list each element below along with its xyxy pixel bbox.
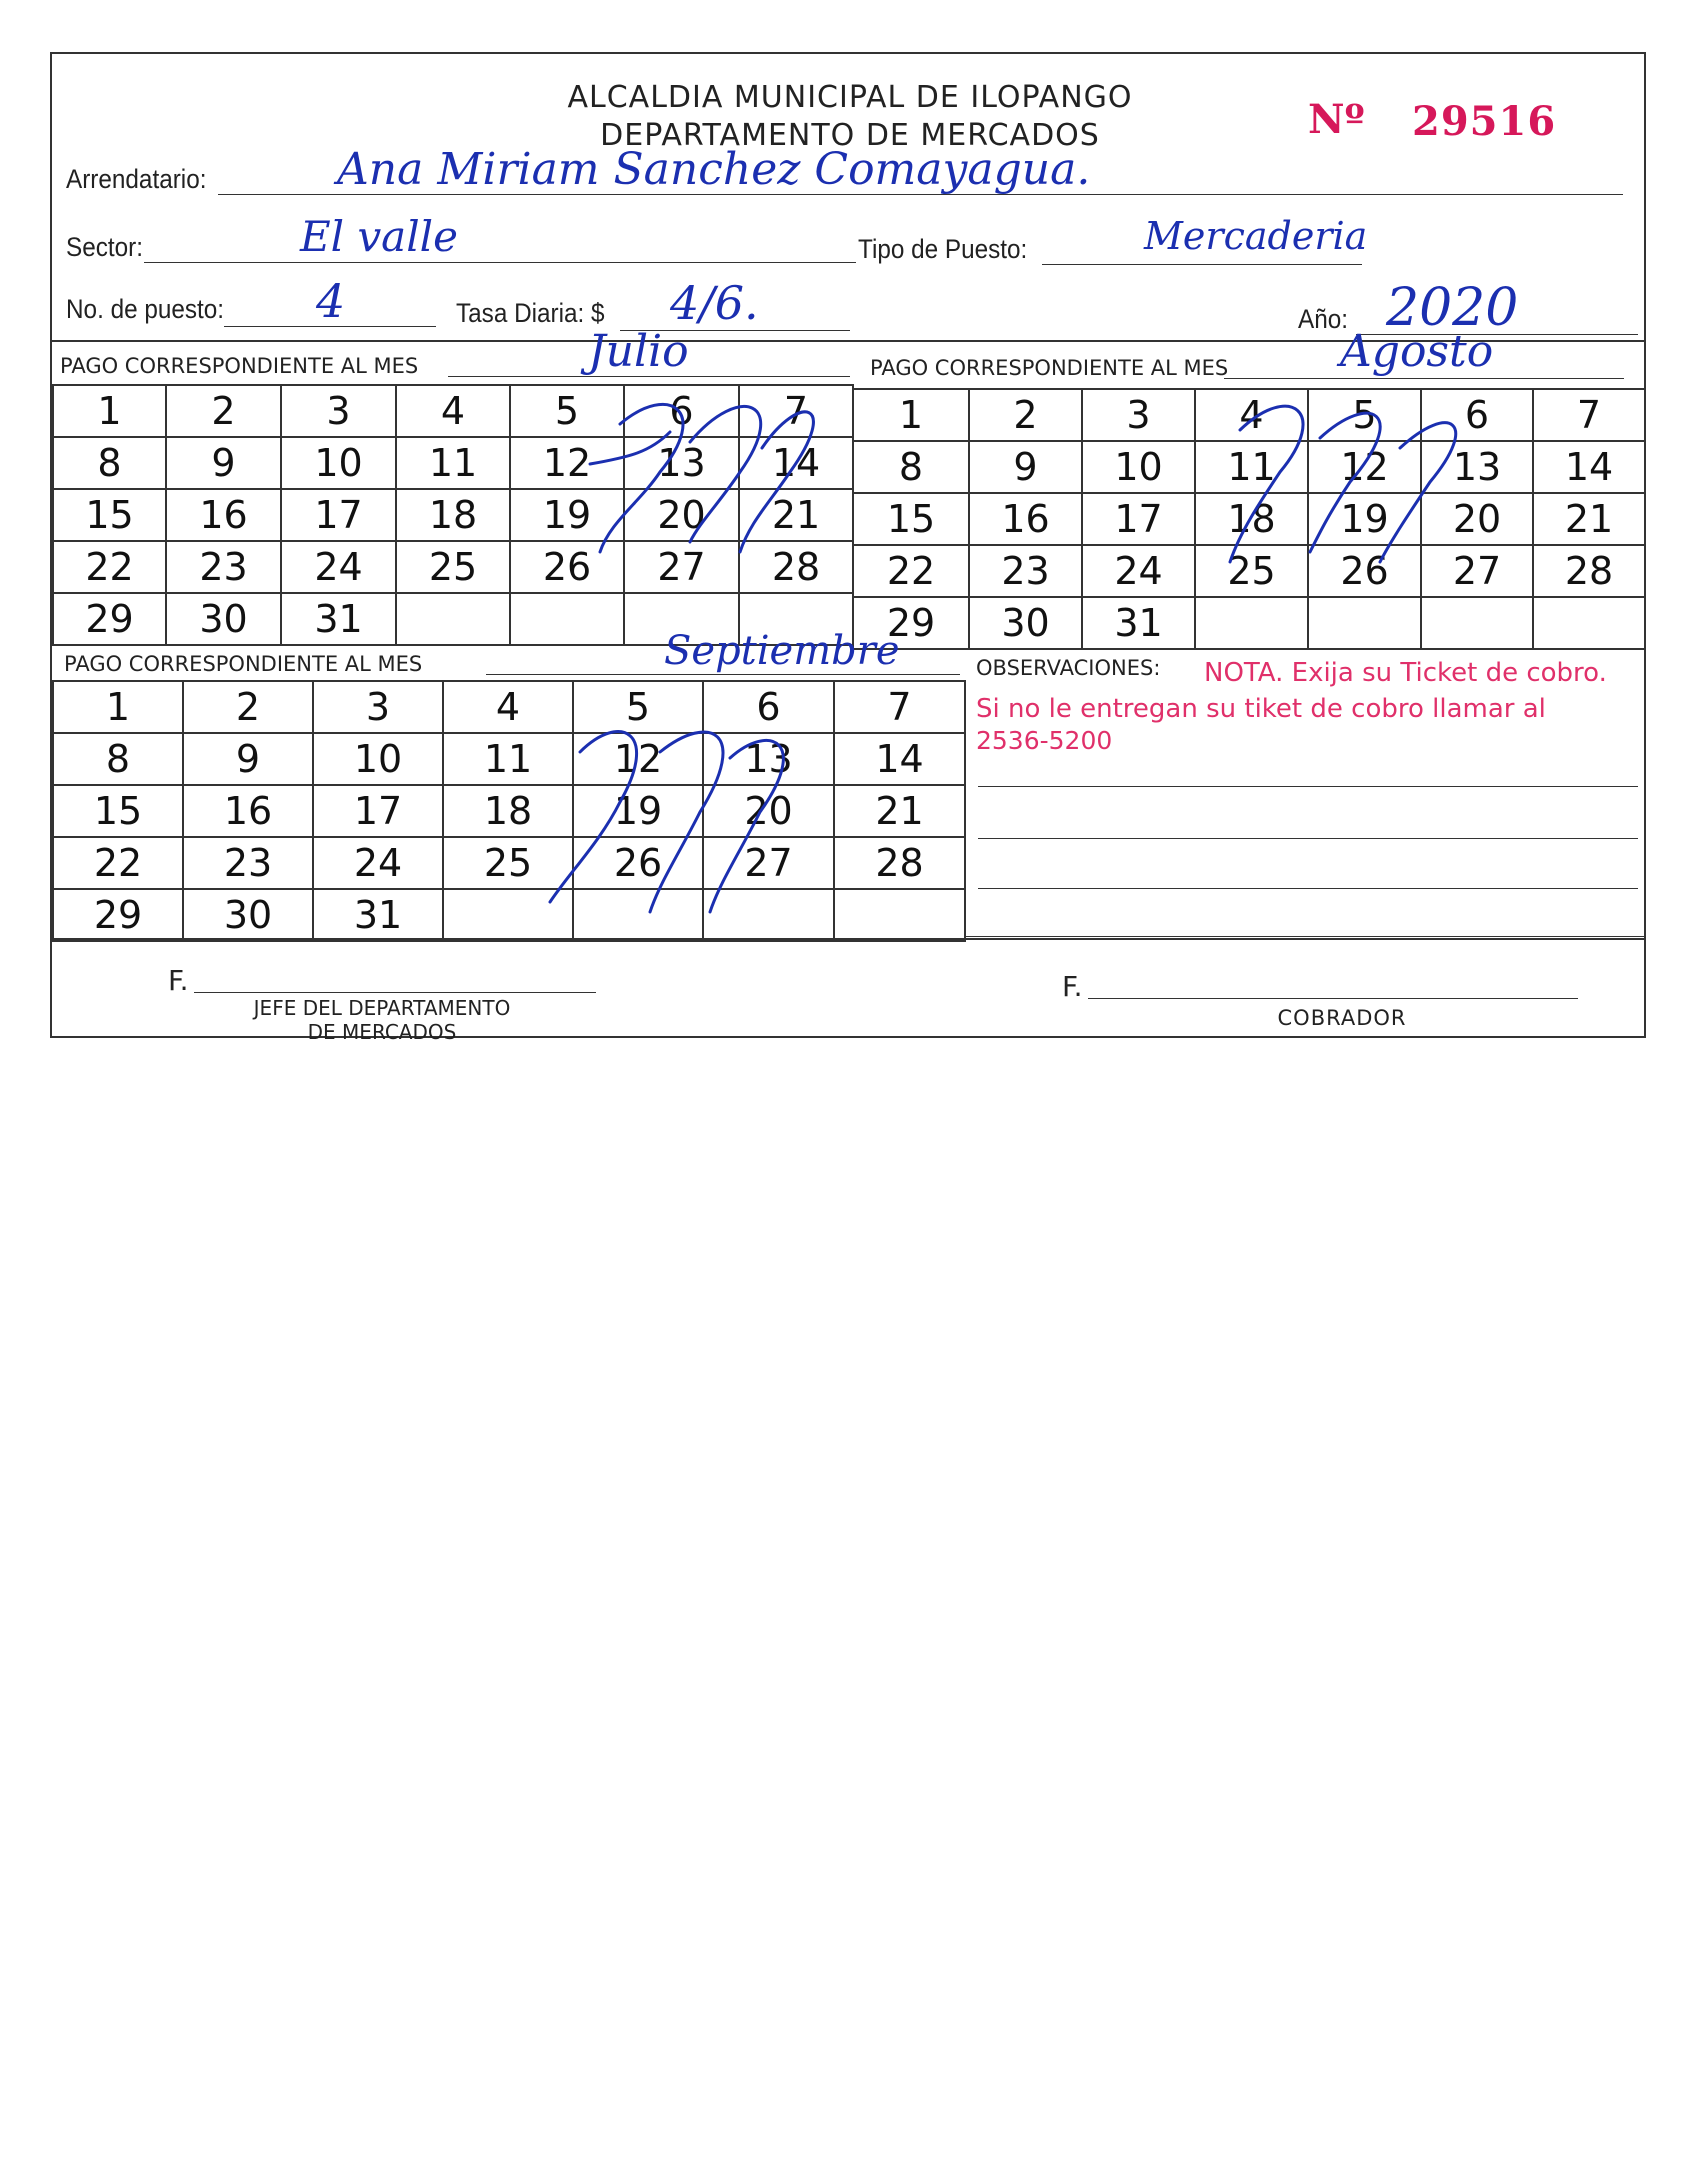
agosto-empty-cell [1308, 597, 1421, 649]
obs-line [964, 936, 1644, 937]
septiembre-day-29[interactable]: 29 [53, 889, 183, 941]
septiembre-day-24[interactable]: 24 [313, 837, 443, 889]
agosto-week-row [853, 389, 1645, 441]
agosto-day-18[interactable]: 18 [1195, 493, 1308, 545]
agosto-day-1[interactable]: 1 [853, 389, 969, 441]
septiembre-day-16[interactable]: 16 [183, 785, 313, 837]
signature-caption-cobrador: COBRADOR [1277, 1006, 1407, 1030]
septiembre-empty-cell [703, 889, 834, 941]
agosto-day-24[interactable]: 24 [1082, 545, 1195, 597]
julio-day-2[interactable]: 2 [166, 385, 281, 437]
julio-day-5[interactable]: 5 [510, 385, 624, 437]
septiembre-day-28[interactable]: 28 [834, 837, 965, 889]
folio-symbol: Nº [1308, 96, 1365, 143]
septiembre-day-8[interactable]: 8 [53, 733, 183, 785]
julio-day-9[interactable]: 9 [166, 437, 281, 489]
septiembre-day-3[interactable]: 3 [313, 681, 443, 733]
divider [52, 938, 1644, 940]
septiembre-empty-cell [834, 889, 965, 941]
septiembre-day-25[interactable]: 25 [443, 837, 573, 889]
calendar-julio [52, 384, 854, 646]
signature-f-jefe: F. [168, 964, 189, 997]
agosto-week-row [853, 493, 1645, 545]
julio-day-23[interactable]: 23 [166, 541, 281, 593]
julio-empty-cell [396, 593, 510, 645]
sector-label: Sector: [66, 232, 143, 262]
anio-label: Año: [1298, 304, 1348, 334]
septiembre-day-9[interactable]: 9 [183, 733, 313, 785]
agosto-day-31[interactable]: 31 [1082, 597, 1195, 649]
arrendatario-value[interactable]: Ana Miriam Sanchez Comayagua. [337, 144, 1091, 195]
septiembre-day-20[interactable]: 20 [703, 785, 834, 837]
julio-day-7[interactable]: 7 [739, 385, 853, 437]
month-label-julio: PAGO CORRESPONDIENTE AL MES [60, 354, 419, 378]
julio-day-21[interactable]: 21 [739, 489, 853, 541]
agosto-day-15[interactable]: 15 [853, 493, 969, 545]
agosto-empty-cell [1533, 597, 1645, 649]
sector-line [144, 262, 856, 263]
agosto-empty-cell [1195, 597, 1308, 649]
julio-day-29[interactable]: 29 [53, 593, 166, 645]
nota-phone: 2536-5200 [976, 726, 1113, 755]
julio-day-31[interactable]: 31 [281, 593, 396, 645]
agosto-day-27[interactable]: 27 [1421, 545, 1533, 597]
julio-week-row [53, 489, 853, 541]
tasa-value[interactable]: 4/6. [670, 276, 759, 330]
septiembre-day-15[interactable]: 15 [53, 785, 183, 837]
agosto-day-20[interactable]: 20 [1421, 493, 1533, 545]
agosto-day-7[interactable]: 7 [1533, 389, 1645, 441]
septiembre-day-6[interactable]: 6 [703, 681, 834, 733]
tasa-label: Tasa Diaria: $ [456, 298, 605, 328]
septiembre-day-22[interactable]: 22 [53, 837, 183, 889]
puesto-label: No. de puesto: [66, 294, 225, 324]
septiembre-day-21[interactable]: 21 [834, 785, 965, 837]
agosto-day-10[interactable]: 10 [1082, 441, 1195, 493]
agosto-day-21[interactable]: 21 [1533, 493, 1645, 545]
month-label-agosto: PAGO CORRESPONDIENTE AL MES [870, 356, 1229, 380]
agosto-week-row [853, 597, 1645, 649]
julio-day-22[interactable]: 22 [53, 541, 166, 593]
obs-line [978, 888, 1638, 889]
month-line-septiembre [486, 674, 960, 675]
julio-day-19[interactable]: 19 [510, 489, 624, 541]
septiembre-week-row [53, 837, 965, 889]
julio-day-25[interactable]: 25 [396, 541, 510, 593]
agosto-day-28[interactable]: 28 [1533, 545, 1645, 597]
month-value-agosto[interactable]: Agosto [1340, 326, 1494, 377]
julio-day-8[interactable]: 8 [53, 437, 166, 489]
julio-day-10[interactable]: 10 [281, 437, 396, 489]
calendar-septiembre [52, 680, 966, 942]
anio-value[interactable]: 2020 [1386, 278, 1519, 338]
septiembre-week-row [53, 785, 965, 837]
septiembre-day-1[interactable]: 1 [53, 681, 183, 733]
septiembre-week-row [53, 889, 965, 941]
municipality-title: ALCALDIA MUNICIPAL DE ILOPANGO [567, 80, 1133, 115]
septiembre-empty-cell [443, 889, 573, 941]
obs-line [978, 786, 1638, 787]
agosto-day-5[interactable]: 5 [1308, 389, 1421, 441]
septiembre-day-7[interactable]: 7 [834, 681, 965, 733]
agosto-day-17[interactable]: 17 [1082, 493, 1195, 545]
nota-text: NOTA. Exija su Ticket de cobro. [1204, 658, 1607, 688]
month-label-septiembre: PAGO CORRESPONDIENTE AL MES [64, 652, 423, 676]
septiembre-day-12[interactable]: 12 [573, 733, 703, 785]
septiembre-day-2[interactable]: 2 [183, 681, 313, 733]
agosto-empty-cell [1421, 597, 1533, 649]
agosto-day-4[interactable]: 4 [1195, 389, 1308, 441]
payment-card [50, 52, 1646, 1044]
septiembre-day-14[interactable]: 14 [834, 733, 965, 785]
tipo-puesto-line [1042, 264, 1362, 265]
julio-day-11[interactable]: 11 [396, 437, 510, 489]
agosto-day-30[interactable]: 30 [969, 597, 1082, 649]
julio-day-18[interactable]: 18 [396, 489, 510, 541]
agosto-day-22[interactable]: 22 [853, 545, 969, 597]
julio-day-17[interactable]: 17 [281, 489, 396, 541]
tipo-puesto-value[interactable]: Mercaderia [1144, 214, 1368, 258]
tipo-puesto-label: Tipo de Puesto: [858, 234, 1028, 264]
julio-day-28[interactable]: 28 [739, 541, 853, 593]
agosto-day-13[interactable]: 13 [1421, 441, 1533, 493]
septiembre-day-11[interactable]: 11 [443, 733, 573, 785]
agosto-day-25[interactable]: 25 [1195, 545, 1308, 597]
septiembre-day-10[interactable]: 10 [313, 733, 443, 785]
julio-day-3[interactable]: 3 [281, 385, 396, 437]
agosto-day-8[interactable]: 8 [853, 441, 969, 493]
sector-value[interactable]: El valle [300, 212, 458, 261]
julio-day-24[interactable]: 24 [281, 541, 396, 593]
septiembre-day-19[interactable]: 19 [573, 785, 703, 837]
agosto-day-11[interactable]: 11 [1195, 441, 1308, 493]
julio-week-row [53, 385, 853, 437]
septiembre-day-4[interactable]: 4 [443, 681, 573, 733]
julio-day-16[interactable]: 16 [166, 489, 281, 541]
month-line-agosto [1224, 378, 1624, 379]
septiembre-week-row [53, 681, 965, 733]
agosto-day-6[interactable]: 6 [1421, 389, 1533, 441]
septiembre-day-5[interactable]: 5 [573, 681, 703, 733]
observaciones-label: OBSERVACIONES: [976, 656, 1161, 680]
septiembre-day-27[interactable]: 27 [703, 837, 834, 889]
julio-day-1[interactable]: 1 [53, 385, 166, 437]
septiembre-day-18[interactable]: 18 [443, 785, 573, 837]
julio-day-15[interactable]: 15 [53, 489, 166, 541]
agosto-day-16[interactable]: 16 [969, 493, 1082, 545]
agosto-week-row [853, 441, 1645, 493]
agosto-week-row [853, 545, 1645, 597]
signature-line-jefe[interactable] [194, 992, 596, 993]
agosto-day-9[interactable]: 9 [969, 441, 1082, 493]
septiembre-day-23[interactable]: 23 [183, 837, 313, 889]
jefe-caption-line2: DE MERCADOS [307, 1020, 457, 1044]
julio-day-27[interactable]: 27 [624, 541, 739, 593]
signature-f-cobrador: F. [1062, 970, 1083, 1003]
nota-line1: Si no le entregan su tiket de cobro llamar al [976, 694, 1546, 724]
julio-day-12[interactable]: 12 [510, 437, 624, 489]
julio-week-row [53, 437, 853, 489]
septiembre-day-13[interactable]: 13 [703, 733, 834, 785]
septiembre-day-31[interactable]: 31 [313, 889, 443, 941]
month-value-julio[interactable]: Julio [588, 326, 689, 377]
septiembre-day-26[interactable]: 26 [573, 837, 703, 889]
obs-line [978, 838, 1638, 839]
arrendatario-label: Arrendatario: [66, 164, 207, 194]
julio-empty-cell [510, 593, 624, 645]
julio-week-row [53, 541, 853, 593]
julio-day-6[interactable]: 6 [624, 385, 739, 437]
septiembre-empty-cell [573, 889, 703, 941]
agosto-day-26[interactable]: 26 [1308, 545, 1421, 597]
septiembre-week-row [53, 733, 965, 785]
signature-caption-jefe [232, 996, 532, 1044]
agosto-day-14[interactable]: 14 [1533, 441, 1645, 493]
agosto-day-2[interactable]: 2 [969, 389, 1082, 441]
month-value-septiembre[interactable]: Septiembre [664, 628, 900, 674]
julio-day-14[interactable]: 14 [739, 437, 853, 489]
agosto-day-23[interactable]: 23 [969, 545, 1082, 597]
agosto-day-19[interactable]: 19 [1308, 493, 1421, 545]
julio-day-4[interactable]: 4 [396, 385, 510, 437]
puesto-value[interactable]: 4 [316, 274, 346, 328]
julio-day-30[interactable]: 30 [166, 593, 281, 645]
septiembre-day-17[interactable]: 17 [313, 785, 443, 837]
septiembre-day-30[interactable]: 30 [183, 889, 313, 941]
jefe-caption-line1: JEFE DEL DEPARTAMENTO [253, 996, 511, 1020]
julio-day-13[interactable]: 13 [624, 437, 739, 489]
agosto-day-29[interactable]: 29 [853, 597, 969, 649]
calendar-agosto [852, 388, 1646, 650]
folio-number: 29516 [1412, 98, 1557, 145]
signature-line-cobrador[interactable] [1088, 998, 1578, 999]
agosto-day-3[interactable]: 3 [1082, 389, 1195, 441]
julio-day-20[interactable]: 20 [624, 489, 739, 541]
julio-day-26[interactable]: 26 [510, 541, 624, 593]
department-title: DEPARTAMENTO DE MERCADOS [600, 118, 1100, 153]
agosto-day-12[interactable]: 12 [1308, 441, 1421, 493]
